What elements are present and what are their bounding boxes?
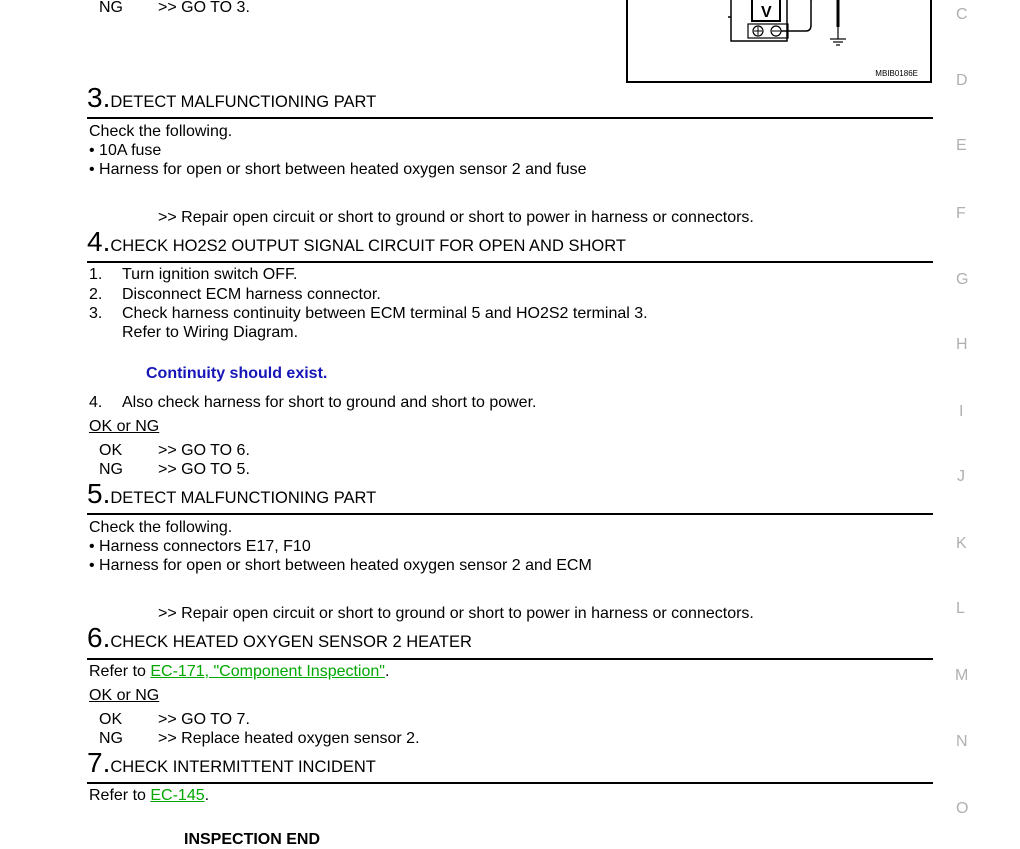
step-4-heading (87, 228, 626, 256)
index-letter[interactable]: O (956, 800, 969, 817)
list-item-cont: Refer to Wiring Diagram. (122, 324, 299, 341)
component-inspection-link[interactable]: EC-171, "Component Inspection" (150, 663, 385, 680)
list-item: Check harness continuity between ECM terminal 5 and HO2S2 terminal 3. (122, 305, 648, 322)
divider (87, 513, 933, 515)
list-number: 2. (89, 286, 103, 303)
meter-symbol: V (761, 4, 772, 21)
index-letter[interactable]: E (956, 137, 967, 154)
divider (87, 117, 933, 119)
ng-action: >> GO TO 3. (158, 0, 250, 16)
step-number: 4. (87, 226, 111, 257)
inspection-end: INSPECTION END (184, 831, 321, 848)
ng-label: NG (99, 0, 123, 16)
step-title: CHECK INTERMITTENT INCIDENT (110, 758, 376, 776)
step-title: CHECK HEATED OXYGEN SENSOR 2 HEATER (110, 633, 472, 651)
ng-label: NG (99, 730, 123, 747)
ok-ng-heading: OK or NG (89, 418, 160, 435)
result-text: >> Repair open circuit or short to ground or short to power in harness or connectors. (158, 209, 754, 226)
ok-ng-heading: OK or NG (89, 687, 160, 704)
bullet-item: • Harness for open or short between heated oxygen sensor 2 and fuse (89, 161, 587, 178)
index-letter[interactable]: J (957, 468, 965, 485)
refer-text: Refer to EC-171, "Component Inspection". (89, 663, 390, 680)
voltmeter-diagram (626, 0, 932, 83)
step-title: DETECT MALFUNCTIONING PART (110, 93, 377, 111)
list-number: 4. (89, 394, 103, 411)
step-title: DETECT MALFUNCTIONING PART (110, 489, 377, 507)
ng-action: >> Replace heated oxygen sensor 2. (158, 730, 420, 747)
ec-145-link[interactable]: EC-145 (150, 787, 205, 804)
step-7-heading (87, 749, 376, 777)
list-item: Also check harness for short to ground and short to power. (122, 394, 537, 411)
ng-label: NG (99, 461, 123, 478)
intro-text: Check the following. (89, 519, 233, 536)
spec-text: Continuity should exist. (146, 365, 328, 382)
step-3-heading (87, 84, 376, 112)
index-letter[interactable]: D (956, 72, 968, 89)
result-text: >> Repair open circuit or short to ground or short to power in harness or connectors. (158, 605, 754, 622)
index-letter[interactable]: H (956, 336, 968, 353)
bullet-item: • Harness for open or short between heated oxygen sensor 2 and ECM (89, 557, 592, 574)
ok-action: >> GO TO 6. (158, 442, 250, 459)
step-number: 5. (87, 478, 111, 509)
ok-label: OK (99, 442, 123, 459)
bullet-item: • Harness connectors E17, F10 (89, 538, 311, 555)
ok-label: OK (99, 711, 123, 728)
index-letter[interactable]: I (959, 403, 964, 420)
bullet-item: • 10A fuse (89, 142, 162, 159)
divider (87, 261, 933, 263)
index-letter[interactable]: F (956, 205, 966, 222)
index-letter[interactable]: M (955, 667, 969, 684)
list-item: Disconnect ECM harness connector. (122, 286, 381, 303)
refer-text: Refer to EC-145. (89, 787, 210, 804)
list-number: 1. (89, 266, 103, 283)
index-letter[interactable]: K (956, 535, 967, 552)
step-5-heading (87, 480, 376, 508)
divider (87, 782, 933, 784)
ok-action: >> GO TO 7. (158, 711, 250, 728)
list-item: Turn ignition switch OFF. (122, 266, 298, 283)
index-letter[interactable]: C (956, 6, 968, 23)
step-title: CHECK HO2S2 OUTPUT SIGNAL CIRCUIT FOR OPEN AND SHORT (110, 237, 626, 255)
step-6-heading (87, 624, 472, 652)
step-number: 3. (87, 82, 111, 113)
index-letter[interactable]: G (956, 271, 969, 288)
figure-id: MBIB0186E (875, 69, 918, 78)
index-letter[interactable]: L (956, 600, 965, 617)
step-number: 6. (87, 622, 111, 653)
index-letter[interactable]: N (956, 733, 968, 750)
divider (87, 658, 933, 660)
step-number: 7. (87, 747, 111, 778)
list-number: 3. (89, 305, 103, 322)
ng-action: >> GO TO 5. (158, 461, 250, 478)
intro-text: Check the following. (89, 123, 233, 140)
